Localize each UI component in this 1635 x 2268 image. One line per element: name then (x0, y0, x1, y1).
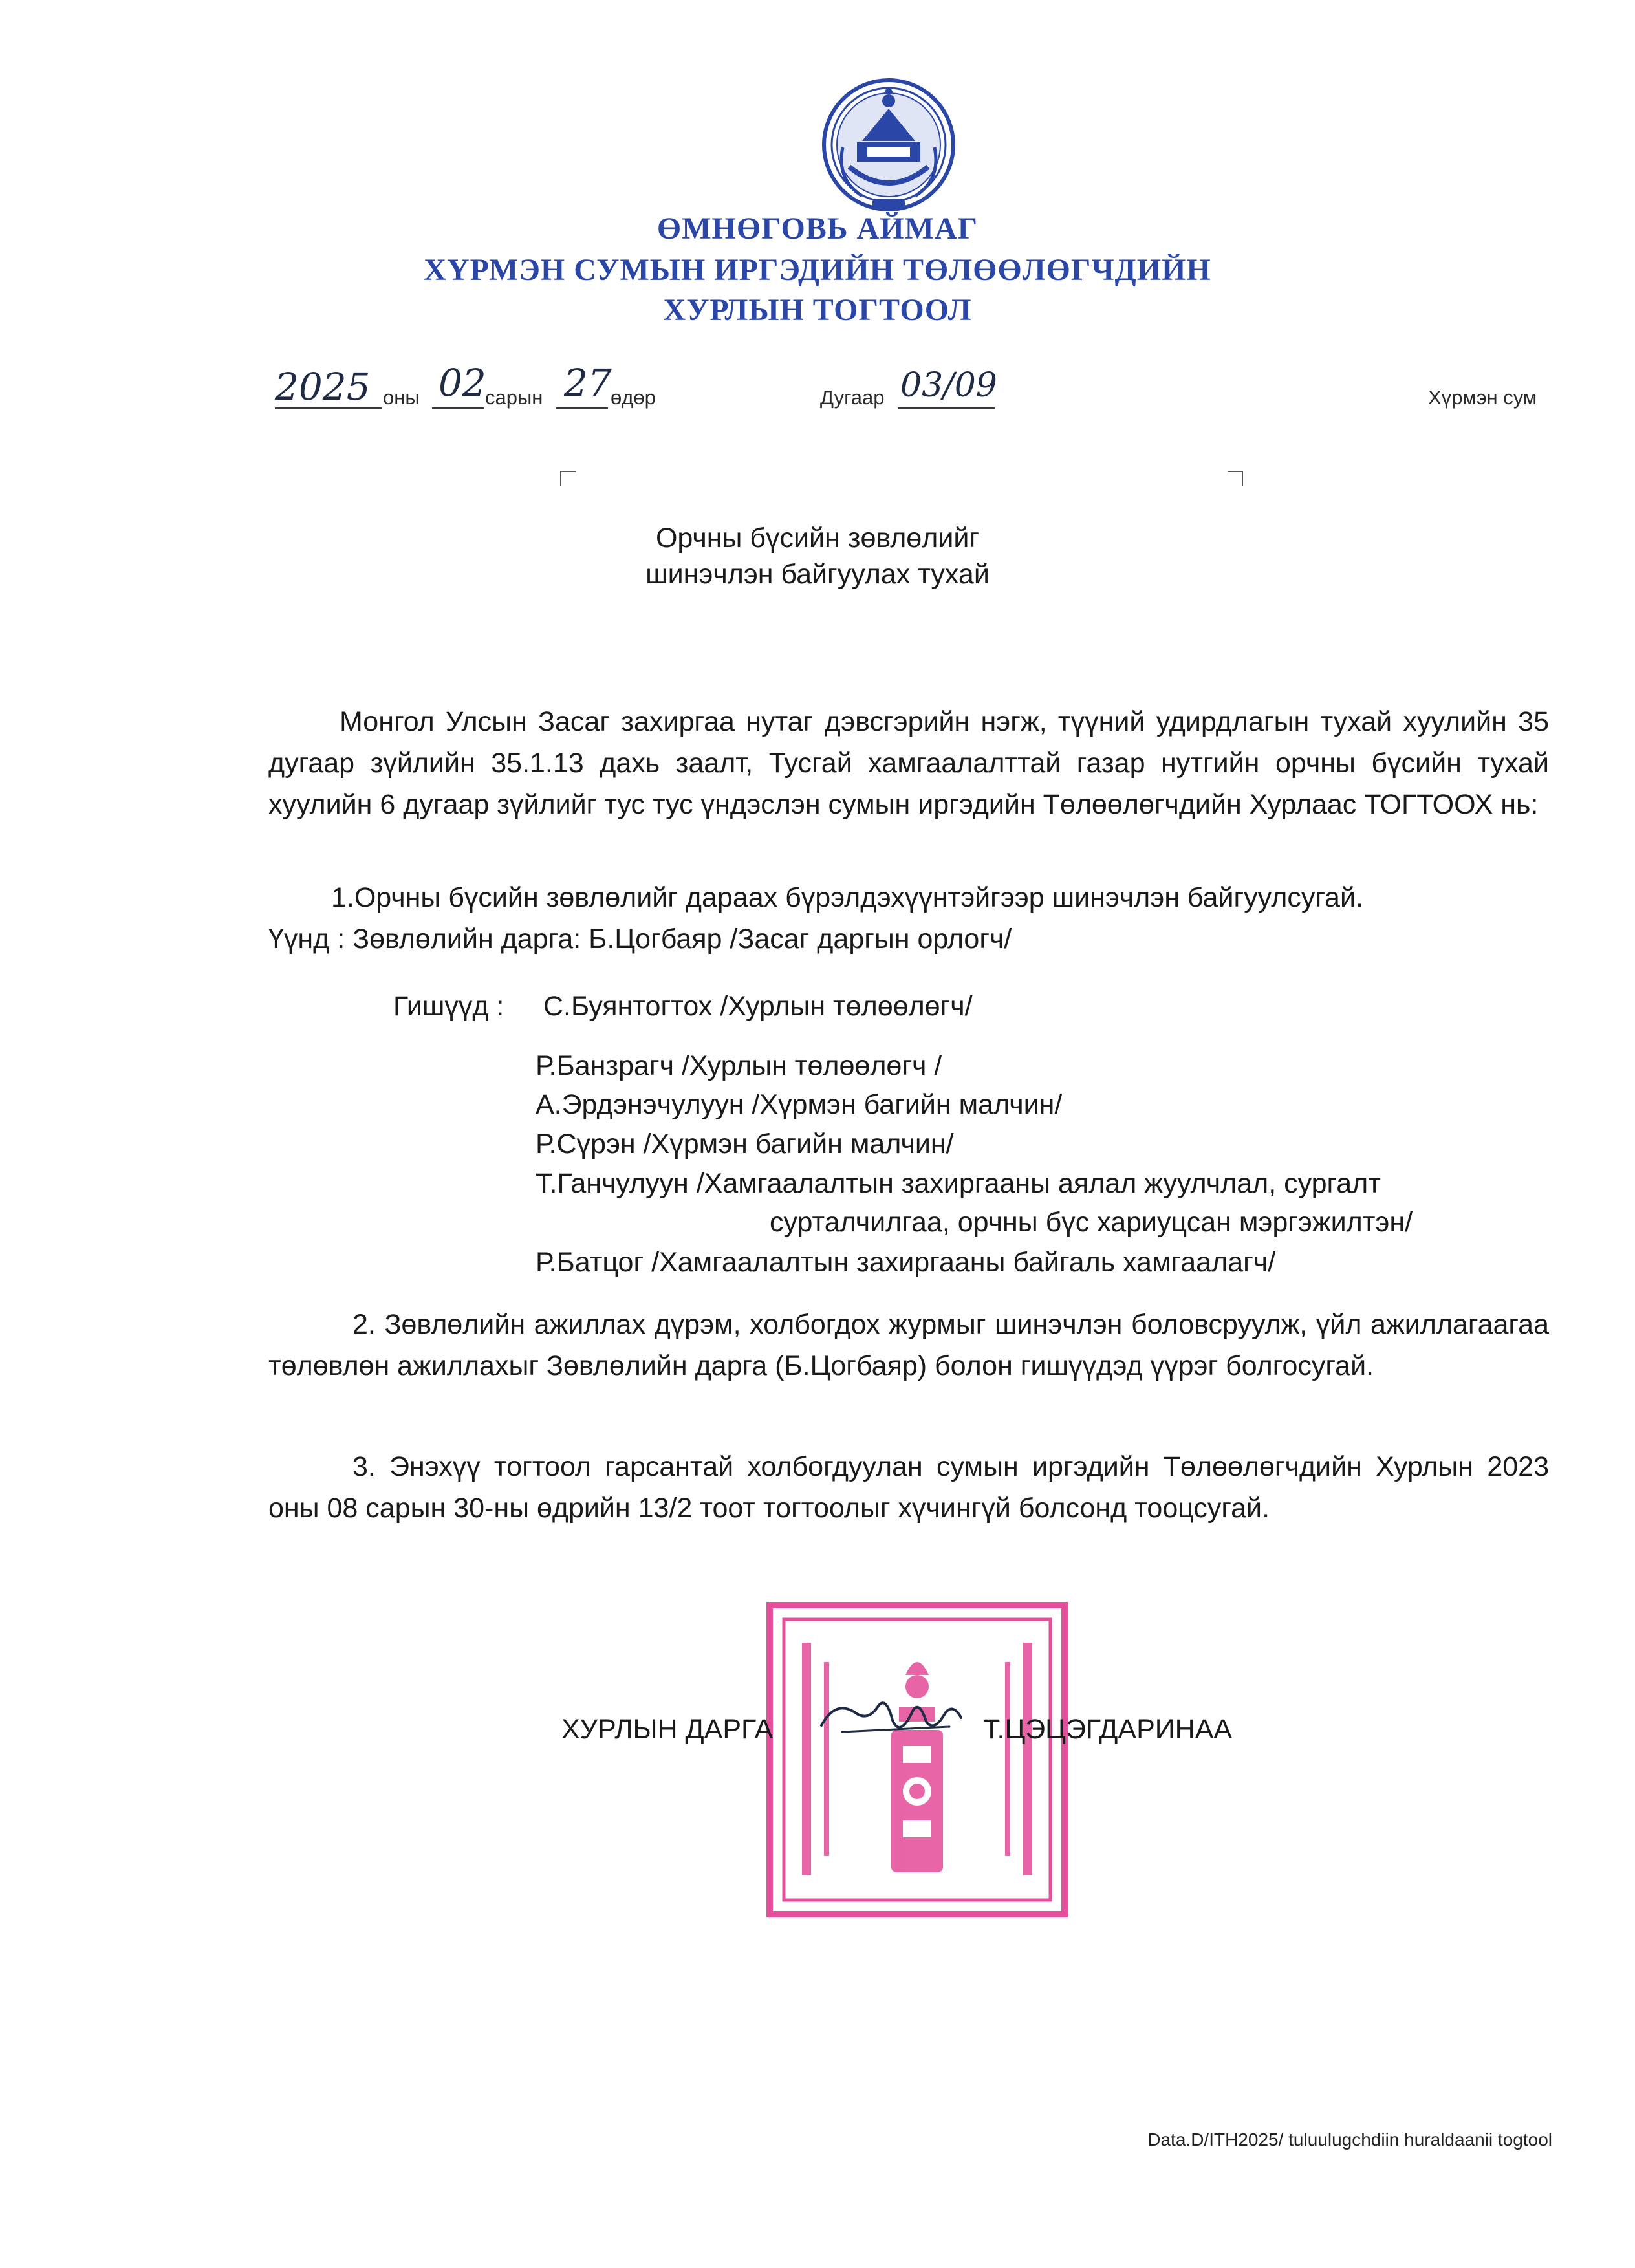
members-label: Гишүүд : (393, 991, 504, 1022)
signatory-name: Т.ЦЭЦЭГДАРИНАА (983, 1714, 1233, 1745)
header-province: ӨМНӨГОВЬ АЙМАГ (656, 211, 979, 246)
date-day-underline (556, 407, 608, 409)
date-month-suffix: сарын (485, 386, 543, 409)
member-1: С.Буянтогтох /Хурлын төлөөлөгч/ (543, 991, 973, 1022)
place: Хүрмэн сум (1428, 386, 1537, 409)
number-underline (898, 407, 995, 409)
member-4: Р.Сүрэн /Хүрмэн багийн малчин/ (536, 1129, 954, 1160)
date-year: 2025 (275, 365, 371, 409)
member-5: Т.Ганчулуун /Хамгаалалтын захиргааны аялал жуулчлал, сургалт (536, 1168, 1381, 1199)
item-2-paragraph: 2. Зөвлөлийн ажиллах дүрэм, холбогдох журмыг шинэчлэн боловсруулж, үйл ажиллагаагаа төлөвлөн ажиллахыг Зөвлөлийн дарга (Б.Цогбаяр) болон гишүүдэд үүрэг болгосугай. (268, 1309, 1549, 1381)
intro-paragraph: Монгол Улсын Засаг захиргаа нутаг дэвсгэрийн нэгж, түүний удирдлагын тухай хуулийн 35 дугаар зүйлийн 35.1.13 дахь заалт, Тусгай хамгаалалттай газар нутгийн орчны бүсийн тухай хуулийн 6 дугаар зүйлийг тус тус үндэслэн сумын иргэдийн Төлөөлөгчдийн Хурлаас ТОГТООХ нь: (268, 706, 1549, 820)
item-3-paragraph: 3. Энэхүү тогтоол гарсантай холбогдуулан сумын иргэдийн Төлөөлөгчдийн Хурлын 2023 оны 08 сарын 30-ны өдрийн 13/2 тоот тогтоолыг хүчингүй болсонд тооцсугай. (268, 1451, 1549, 1524)
corner-mark-left (560, 471, 576, 486)
state-emblem-icon (817, 70, 960, 217)
date-month: 02 (439, 361, 486, 405)
date-year-suffix: оны (383, 386, 420, 409)
header-council: ХҮРМЭН СУМЫН ИРГЭДИЙН ТӨЛӨӨЛӨГЧДИЙН (424, 253, 1211, 287)
item-1-core-line: Үүнд : Зөвлөлийн дарга: Б.Цогбаяр /Засаг даргын орлогч/ (268, 923, 1012, 955)
member-6: Р.Батцог /Хамгаалалтын захиргааны байгаль хамгаалагч/ (536, 1247, 1276, 1278)
member-3: А.Эрдэнэчулуун /Хүрмэн багийн малчин/ (536, 1089, 1063, 1120)
item-1-text: 1.Орчны бүсийн зөвлөлийг дараах бүрэлдэхүүнтэйгээр шинэчлэн байгуулсугай. (331, 882, 1363, 913)
date-month-underline (432, 407, 484, 409)
date-year-underline (275, 407, 382, 409)
document-title-line2: шинэчлэн байгуулах тухай (645, 559, 990, 590)
member-5-continued: сурталчилгаа, орчны бүс хариуцсан мэргэжилтэн/ (770, 1207, 1413, 1238)
signature-title: ХУРЛЫН ДАРГА (561, 1714, 774, 1745)
date-day-suffix: өдөр (611, 386, 656, 409)
handwritten-signature (816, 1687, 966, 1758)
number-label: Дугаар (820, 386, 885, 409)
document-title-line1: Орчны бүсийн зөвлөлийг (655, 523, 980, 554)
resolution-number: 03/09 (900, 366, 997, 405)
date-day: 27 (564, 361, 612, 405)
header-resolution: ХУРЛЫН ТОГТООЛ (663, 293, 972, 327)
official-seal-stamp (762, 1597, 1072, 1922)
corner-mark-right (1228, 471, 1243, 486)
file-reference: Data.D/ITH2025/ tuluulugchdiin huraldaanii togtool (1147, 2130, 1552, 2150)
member-2: Р.Банзрагч /Хурлын төлөөлөгч / (536, 1050, 942, 1081)
